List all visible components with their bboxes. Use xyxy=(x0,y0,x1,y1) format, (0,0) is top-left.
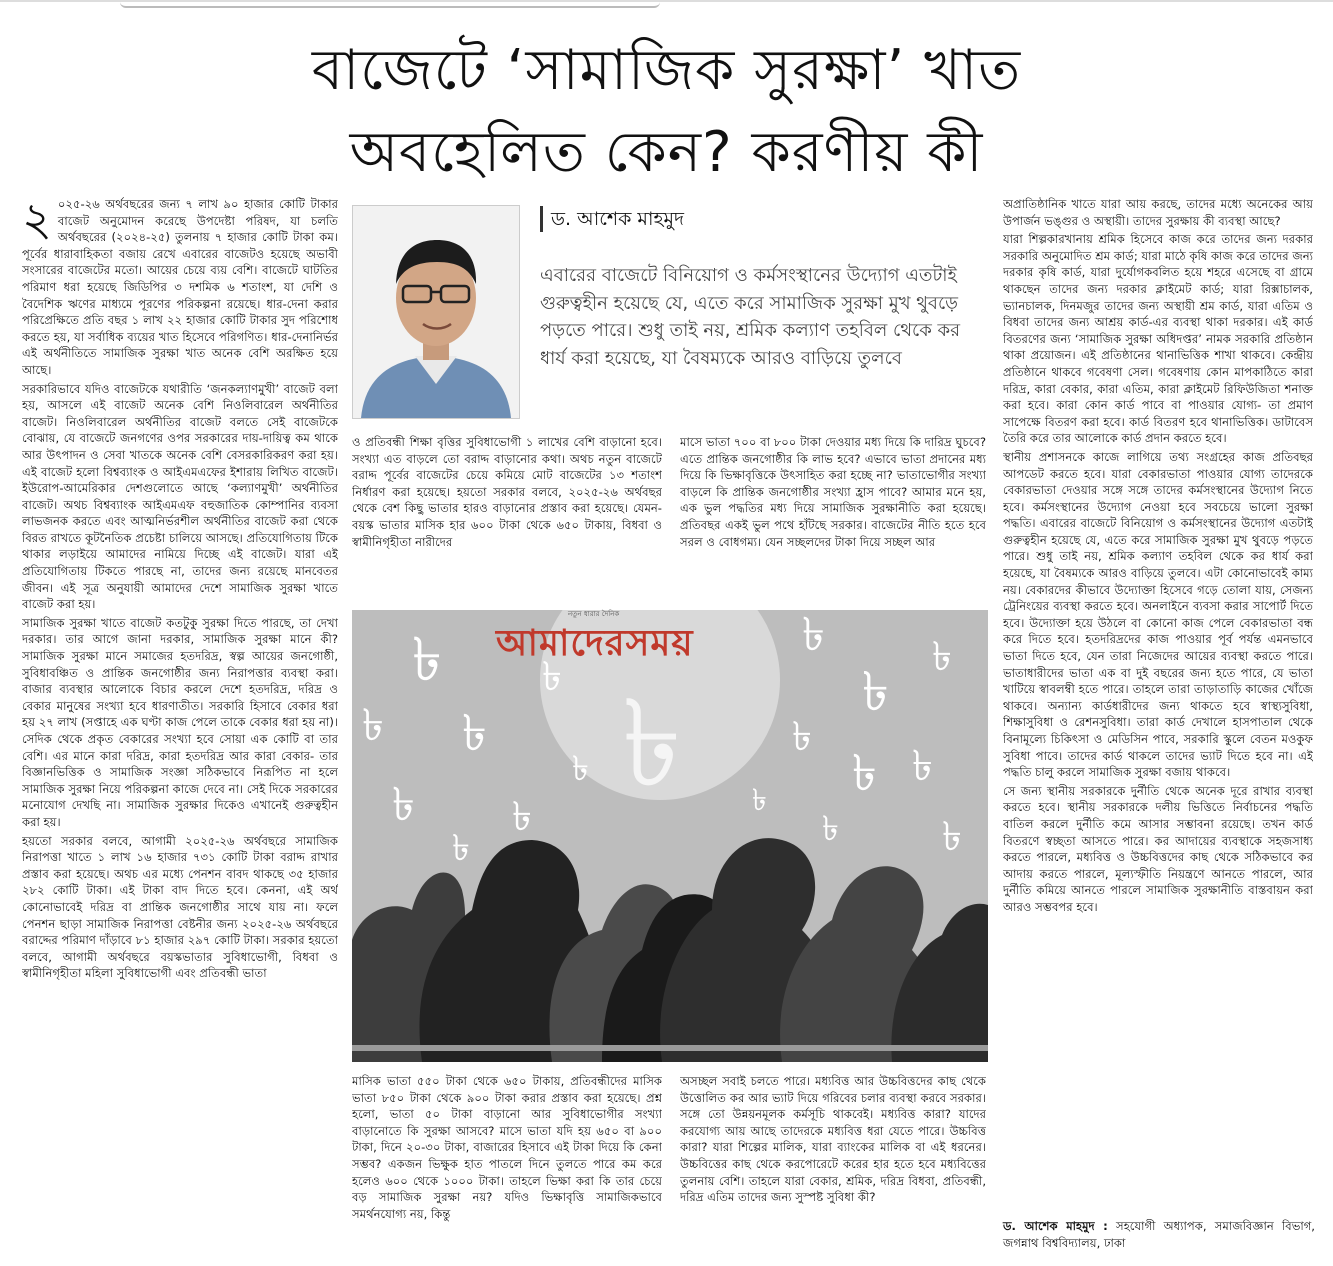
column-2-bottom: মাসিক ভাতা ৫৫০ টাকা থেকে ৬৫০ টাকায়, প্রতিবন্ধীদের মাসিক ভাতা ৮৫০ টাকা থেকে ৯০০ টাকা করার প্রস্তাব করা হয়েছে। প্রশ্ন হলো, ভাতা ৫০ টাকা বাড়ানো আর সুবিধাভোগীর সংখ্যা বাড়ানোতে কি সুরক্ষা আসবে? মাসে ভাতা যদি হয় ৬৫০ বা ৯০০ টাকা, দিনে ২০-৩০ টাকা, বাজারের হিসাবে এই টাকা দিয়ে কি কেনা সম্ভব? একজন ভিক্ষুক হাত পাতলে দিনে তুলতে পারে কম করে হলেও ৬০০ থেকে ১০০০ টাকা। তাহলে ভিক্ষা করা কি তার চেয়ে বড় সামাজিক সুরক্ষা নয়? যদিও ভিক্ষাবৃত্তি সামাজিকভাবে সমর্থনযোগ্য নয়, কিন্তু xyxy=(352,1074,662,1221)
drop-cap: ২ xyxy=(22,196,52,246)
svg-text:৳: ৳ xyxy=(802,610,825,661)
svg-text:৳: ৳ xyxy=(942,814,962,860)
paragraph-4: হয়তো সরকার বলবে, আগামী ২০২৫-২৬ অর্থবছরে সামাজিক নিরাপত্তা খাতে ১ লাখ ১৬ হাজার ৭৩১ কোটি টাকা বরাদ্দ রাখার প্রস্তাব করা হয়েছে। অথচ এর মধ্যে পেনশন বাবদ থাকছে ৩৫ হাজার ২৮২ কোটি টাকা। এই টাকা বাদ দিতে হবে। কেননা, এই অর্থ কোনোভাবেই দরিদ্র বা প্রান্তিক জনগোষ্ঠীর সাথে যায় না। ফলে পেনশন ছাড়া সামাজিক নিরাপত্তা বেষ্টনীর জন্য ২০২৫-২৬ অর্থবছরে বরাদ্দের পরিমাণ দাঁড়াবে ৮১ হাজার ২৯৭ কোটি টাকা। সরকার হয়তো বলবে, আগামী অর্থবছরে বয়স্কভাতার সুবিধাভোগী, বিধবা ও স্বামীনিগৃহীতা মহিলা সুবিধাভোগী এবং প্রতিবন্ধী ভাতা xyxy=(22,833,338,981)
paragraph-1: ২ ০২৫-২৬ অর্থবছরের জন্য ৭ লাখ ৯০ হাজার কোটি টাকার বাজেট অনুমোদন করেছে উপদেষ্টা পরিষদ, যা চলতি অর্থবছরের (২০২৪-২৫) তুলনায় ৭ হাজার কোটি টাকা কম। পূর্বের ধারাবাহিকতা বজায় রেখে এবারের বাজেটও হয়েছে অভাবী সংসারের বাজেটের মতো। আয়ের চেয়ে ব্যয় বেশি। বাজেটে ঘাটতির পরিমাণ ধরা হয়েছে জিডিপির ৩ দশমিক ৬ শতাংশ, যা দেশি ও বৈদেশিক ঋণের মাধ্যমে পূরণের পরিকল্পনা রয়েছে। ধার-দেনা করার পরিপ্রেক্ষিতে প্রতি বছর ১ লাখ ২২ হাজার কোটি টাকার সুদ পরিশোধ করতে হয়, যা সর্বাধিক ব্যয়ের খাত হিসেবে পরিগণিত। ধার-দেনানির্ভর এই অর্থনীতিতে সামাজিক সুরক্ষা খাত অনেক বেশি অরক্ষিত হয়ে আছে। xyxy=(22,196,338,377)
svg-text:৳: ৳ xyxy=(362,700,384,751)
svg-text:৳: ৳ xyxy=(512,794,532,840)
headline-line-2: অবহেলিত কেন? করণীয় কী xyxy=(349,120,984,185)
svg-text:৳: ৳ xyxy=(542,654,562,700)
svg-text:৳: ৳ xyxy=(932,634,952,680)
paragraph-2: সরকারিভাবে যদিও বাজেটকে যথারীতি ‘জনকল্যাণমুখী’ বাজেট বলা হয়, আসলে এই বাজেট অনেক বেশি নিওলিবারেল অর্থনীতির বাজেট। নিওলিবারেল অর্থনীতির বাজেট বলতে সেই বাজেটকে বোঝায়, যে বাজেটে জনগণের ওপর সরকারের দায়-দায়িত্ব কম থাকে আর উৎপাদন ও সেবা খাতকে অনেক বেশি বেসরকারিকরণ করা হয়। এই বাজেট হলো বিশ্বব্যাংক ও আইএমএফের ইশারায় লিখিত বাজেট। ইউরোপ-আমেরিকার দেশগুলোতে আছে ‘কল্যাণমুখী’ অর্থনীতির বাজেট। অথচ বিশ্বব্যাংক আইএমএফ বহুজাতিক কোম্পানির ব্যবসা লাভজনক করতে এবং আত্মনির্ভরশীল অর্থনীতির বাজেট করা থেকে বিরত রাখতে কূটনৈতিক প্রচেষ্টা চালিয়ে আসছে। প্রতিযোগিতায় টিকে থাকার লড়াইয়ে আমাদের নামিয়ে দিচ্ছে এই বাজেট। যারা এই প্রতিযোগিতায় টিকতে পারছে না, তাদের জন্য রয়েছে মানবেতর জীবন। এই সূত্র অনুযায়ী আমাদের দেশে সামাজিক সুরক্ষা খাতে বাজেট করা হয়। xyxy=(22,381,338,612)
pull-quote: এবারের বাজেটে বিনিয়োগ ও কর্মসংস্থানের উদ্যোগ এতটাই গুরুত্বহীন হয়েছে যে, এতে করে সামাজিক সুরক্ষা মুখ থুবড়ে পড়তে পারে। শুধু তাই নয়, শ্রমিক কল্যাণ তহবিল থেকে কর ধার্য করা হয়েছে, যা বৈষম্যকে আরও বাড়িয়ে তুলবে xyxy=(540,265,961,369)
top-tab-edge xyxy=(120,0,660,8)
illustration xyxy=(352,610,988,1062)
column-1 xyxy=(22,196,338,1258)
svg-text:৳: ৳ xyxy=(852,744,877,802)
svg-text:৳: ৳ xyxy=(912,741,933,790)
svg-text:৳: ৳ xyxy=(462,704,487,762)
col4-paragraph-4: সে জন্য স্থানীয় সরকারকে দুর্নীতি থেকে অনেক দূরে রাখার ব্যবস্থা করতে হবে। স্থানীয় সরকারকে দলীয় ভিত্তিতে নির্বাচনের পদ্ধতি বাতিল করলে দুর্নীতি কমে আসার সম্ভাবনা রয়েছে। তখন কার্ড বিতরণে স্বচ্ছতা আসতে পারে। কর আদায়ের ব্যবস্থাকে সহজসাধ্য করতে পারলে, মধ্যবিত্ত ও উচ্চবিত্তদের কাছ থেকে সঠিকভাবে কর আদায় করতে পারলে, মূল্যস্ফীতি নিয়ন্ত্রণে আনতে পারলে, আর দুর্নীতি কমিয়ে আনতে পারলে সামাজিক সুরক্ষানীতি বাস্তবায়ন করা আরও সম্ভবপর হবে। xyxy=(1003,783,1313,914)
svg-text:৳: ৳ xyxy=(412,625,442,695)
svg-text:৳: ৳ xyxy=(822,809,839,849)
svg-text:৳: ৳ xyxy=(862,660,889,723)
svg-text:৳: ৳ xyxy=(752,783,767,818)
headline xyxy=(0,30,1333,194)
col4-paragraph-1: অপ্রাতিষ্ঠানিক খাতে যারা আয় করছে, তাদের মধ্যে অনেকের আয় উপার্জন ভঙ্গুর ও অস্থায়ী। তাদের সুরক্ষায় কী ব্যবস্থা আছে? xyxy=(1003,197,1313,228)
author-bio xyxy=(1003,1218,1315,1252)
masthead-logo xyxy=(496,616,694,676)
headline-line-1: বাজেটে ‘সামাজিক সুরক্ষা’ খাত xyxy=(311,38,1022,103)
author-photo xyxy=(352,205,520,419)
masthead-tagline: নতুন ধারার দৈনিক xyxy=(568,610,620,618)
svg-text:৳: ৳ xyxy=(572,749,589,789)
svg-text:৳: ৳ xyxy=(792,714,812,760)
svg-text:৳: ৳ xyxy=(392,777,415,831)
masthead-part-2: সময় xyxy=(625,623,694,664)
col4-paragraph-2: যারা শিল্পকারখানায় শ্রমিক হিসেবে কাজ করে তাদের জন্য দরকার সরকারি অনুমোদিত শ্রম কার্ড; যারা মাঠে কৃষি কাজ করে তাদের জন্য দরকার কৃষি কার্ড, যারা দুর্যোগকবলিত হয়ে শহরে এসেছে বা গ্রামে থাকছেন তাদের জন্য দরকার ক্লাইমেট কার্ড; যারা রিক্সাচালক, ভ্যানচালক, দিনমজুর তাদের জন্য অস্থায়ী শ্রম কার্ড, যারা এতিম ও বিধবা তাদের জন্য আশ্রয় কার্ড-এর ব্যবস্থা থাকা দরকার। এই কার্ড বিতরণের জন্য ‘সামাজিক সুরক্ষা অধিদপ্তর’ নামক সরকারি প্রতিষ্ঠান থাকা প্রয়োজন। এই প্রতিষ্ঠানের থানাভিত্তিক শাখা থাকবে। কেন্দ্রীয় প্রতিষ্ঠানে থাকবে গবেষণা সেল। গবেষণায় কোন মাপকাঠিতে কারা দরিদ্র, কারা বেকার, কারা এতিম, কারা ক্লাইমেট রিফিউজিতা শনাক্ত করা হবে। কারা কোন কার্ড পাবে বা পাওয়ার যোগ্য- তা প্রমাণ সাপেক্ষে বিতরণ করা হবে। কার্ড বিতরণ হবে থানাভিত্তিক। ডাটাবেস তৈরি করে তার আলোকে কার্ড প্রদান করতে হবে। xyxy=(1003,232,1313,446)
column-3-bottom: অসচ্ছল সবাই চলতে পারে। মধ্যবিত্ত আর উচ্চবিত্তদের কাছ থেকে উত্তোলিত কর আর ভ্যাট দিয়ে গরিবের চলার ব্যবস্থা করবে সরকার। সঙ্গে তো উন্নয়নমূলক কর্মসূচি থাকবেই। মধ্যবিত্ত কারা? যাদের করযোগ্য আয় আছে তাদেরকে মধ্যবিত্ত ধরা যেতে পারে। উচ্চবিত্ত কারা? যারা শিল্পের মালিক, যারা ব্যাংকের মালিক বা এই ধরনের। উচ্চবিত্তের কাছ থেকে করপোরেটে করের হার হতে হবে মধ্যবিত্তের তুলনায় বেশি। তাহলে যারা বেকার, শ্রমিক, দরিদ্র বিধবা, প্রতিবন্ধী, দরিদ্র এতিম তাদের জন্য সুস্পষ্ট সুবিধা কী? xyxy=(680,1074,986,1205)
taka-symbol-large: ৳ xyxy=(622,675,682,814)
col4-paragraph-3: স্থানীয় প্রশাসনকে কাজে লাগিয়ে তথ্য সংগ্রহের কাজ প্রতিবছর আপডেট করতে হবে। যারা বেকারভাতা পাওয়ার যোগ্য তাদেরকে বেকারভাতা দেওয়ার সঙ্গে সঙ্গে তাদের কর্মসংস্থানের উদ্যোগ নিতে হবে। কর্মসংস্থানের উদ্যোগ নেওয়া হবে সবচেয়ে ভালো সুরক্ষা পদ্ধতি। এবারের বাজেটে বিনিয়োগ ও কর্মসংস্থানের উদ্যোগ এতটাই গুরুত্বহীন হয়েছে যে, এতে করে সামাজিক সুরক্ষা মুখ থুবড়ে পড়তে পারে। শুধু তাই নয়, শ্রমিক কল্যাণ তহবিল থেকে কর ধার্য করা হয়েছে, যা বৈষম্যকে আরও বাড়িয়ে তুলবে। এটা কোনোভাবেই কাম্য নয়। বেকারদের কীভাবে উদ্যোক্তা হিসেবে গড়ে তোলা যায়, সেজন্য ট্রেনিংয়ের ব্যবস্থা করতে হবে। অনলাইনে ব্যবসা করার সাপোর্ট দিতে হবে। উদ্যোক্তা হয়ে উঠলে বা কোনো কাজ পেলে বেকারভাতা বন্ধ করে দিতে হবে। হতদরিদ্রদের কাজ পাওয়ার পূর্ব পর্যন্ত এমনভাবে ভাতা দিতে হবে, যেন তারা নিজেদের আয়ের ব্যবস্থা করতে পারে। ভাতাধারীদের ভাতা এক বা দুই বছরের জন্য হতে পারে, যে ভাতা খাটিয়ে স্বাবলম্বী হতে পারে। তাহলে তারা তাড়াতাড়ি কাজের খোঁজে থাকবে। অন্যান্য কার্ডধারীদের জন্য থাকতে হবে স্বাস্থ্যসুবিধা, শিক্ষাসুবিধা ও রেশনসুবিধা। তারা কার্ড দেখালে হাসপাতাল থেকে বিনামূল্যে চিকিৎসা ও মেডিসিন পাবে, সরকারি স্কুলে বেতন মওকুফ সুবিধা পাবে। তাদের কার্ড থাকলে তাদের ভ্যাট দিতে হবে না। এই পদ্ধতি চালু করলে সামাজিক সুরক্ষা বজায় থাকবে। xyxy=(1003,449,1313,780)
taka-crowd-illustration xyxy=(352,610,988,1062)
author-bio-desc: সহযোগী অধ্যাপক, সমাজবিজ্ঞান বিভাগ, জগন্নাথ বিশ্ববিদ্যালয়, ঢাকা xyxy=(1003,1219,1315,1250)
author-name: ড. আশেক মাহমুদ xyxy=(540,206,684,232)
column-2-top: ও প্রতিবন্ধী শিক্ষা বৃত্তির সুবিধাভোগী ১ লাখের বেশি বাড়ানো হবে। সংখ্যা এত বাড়লে তো বরাদ্দ বাড়ানোর কথা। অথচ নতুন বাজেটে বরাদ্দ পূর্বের বাজেটের চেয়ে কমিয়ে মোট বাজেটের ১৩ শতাংশ নির্ধারণ করা হয়েছে। হয়তো সরকার বলবে, ২০২৫-২৬ অর্থবছর থেকে বেশ কিছু ভাতার হারও বাড়ানোর প্রস্তাব করা হয়েছে। যেমন- বয়স্ক ভাতার মাসিক হার ৬০০ টাকা থেকে ৬৫০ টাকায়, বিধবা ও স্বামীনিগৃহীতা নারীদের xyxy=(352,435,662,549)
author-portrait-icon xyxy=(353,206,519,418)
author-bio-name: ড. আশেক মাহমুদ : xyxy=(1003,1219,1108,1233)
masthead-part-1: আমাদের xyxy=(496,623,626,664)
column-4 xyxy=(1003,196,1313,1216)
column-3-top: মাসে ভাতা ৭০০ বা ৮০০ টাকা দেওয়ার মধ্য দিয়ে কি দারিদ্র ঘুচবে? এতে প্রান্তিক জনগোষ্ঠীর কি লাভ হবে? এভাবে ভাতা প্রদানের মধ্য দিয়ে কি ভিক্ষাবৃত্তিকে উৎসাহিত করা হচ্ছে না? ভাতাভোগীর সংখ্যা বাড়লে কি প্রান্তিক জনগোষ্ঠীর সংখ্যা হ্রাস পাবে? আমার মনে হয়, এক ভুল পদ্ধতির মধ্য দিয়ে সামাজিক সুরক্ষানীতি করা হয়েছে। প্রতিবছর একই ভুল পথে হাঁটছে সরকার। বাজেটের নীতি হতে হবে সরল ও বোধগম্য। যেন সচ্ছলদের টাকা দিয়ে সচ্ছল আর xyxy=(680,435,986,549)
svg-text:৳: ৳ xyxy=(452,828,470,869)
paragraph-3: সামাজিক সুরক্ষা খাতে বাজেট কতটুকু সুরক্ষা দিতে পারছে, তা দেখা দরকার। তার আগে জানা দরকার, সামাজিক সুরক্ষা মানে কী? সামাজিক সুরক্ষা মানে সমাজের হতদরিদ্র, স্বল্প আয়ের জনগোষ্ঠী, সুবিধাবঞ্চিত ও প্রান্তিক জনগোষ্ঠীর জন্য নিরাপত্তার ব্যবস্থা করা। বাজার ব্যবস্থার আলোকে বিচার করলে দেশে হতদরিদ্র, দরিদ্র ও বেকার মানুষের সংখ্যা হবে ধারণাতীত। সরকারি হিসাবে বেকার ধরা হয় ২৭ লাখ (সপ্তাহে এক ঘণ্টা কাজ পেলে তাকে বেকার ধরা হয় না)। সেদিক থেকে প্রকৃত বেকারের সংখ্যা হবে সোয়া এক কোটি বা তার বেশি। এর মানে কারা দরিদ্র, কারা হতদরিদ্র আর কারা বেকার- তার বিজ্ঞানভিত্তিক ও সামাজিক সংজ্ঞা সঠিকভাবে নিরূপিত না হলে সামাজিক সুরক্ষা নিয়ে পরিকল্পনা কাজে দেবে না। সেই দিকে সরকারের মনোযোগ দেখছি না। সামাজিক সুরক্ষার দিকেও এখানেই গুরুত্বহীন করা হয়। xyxy=(22,615,338,829)
